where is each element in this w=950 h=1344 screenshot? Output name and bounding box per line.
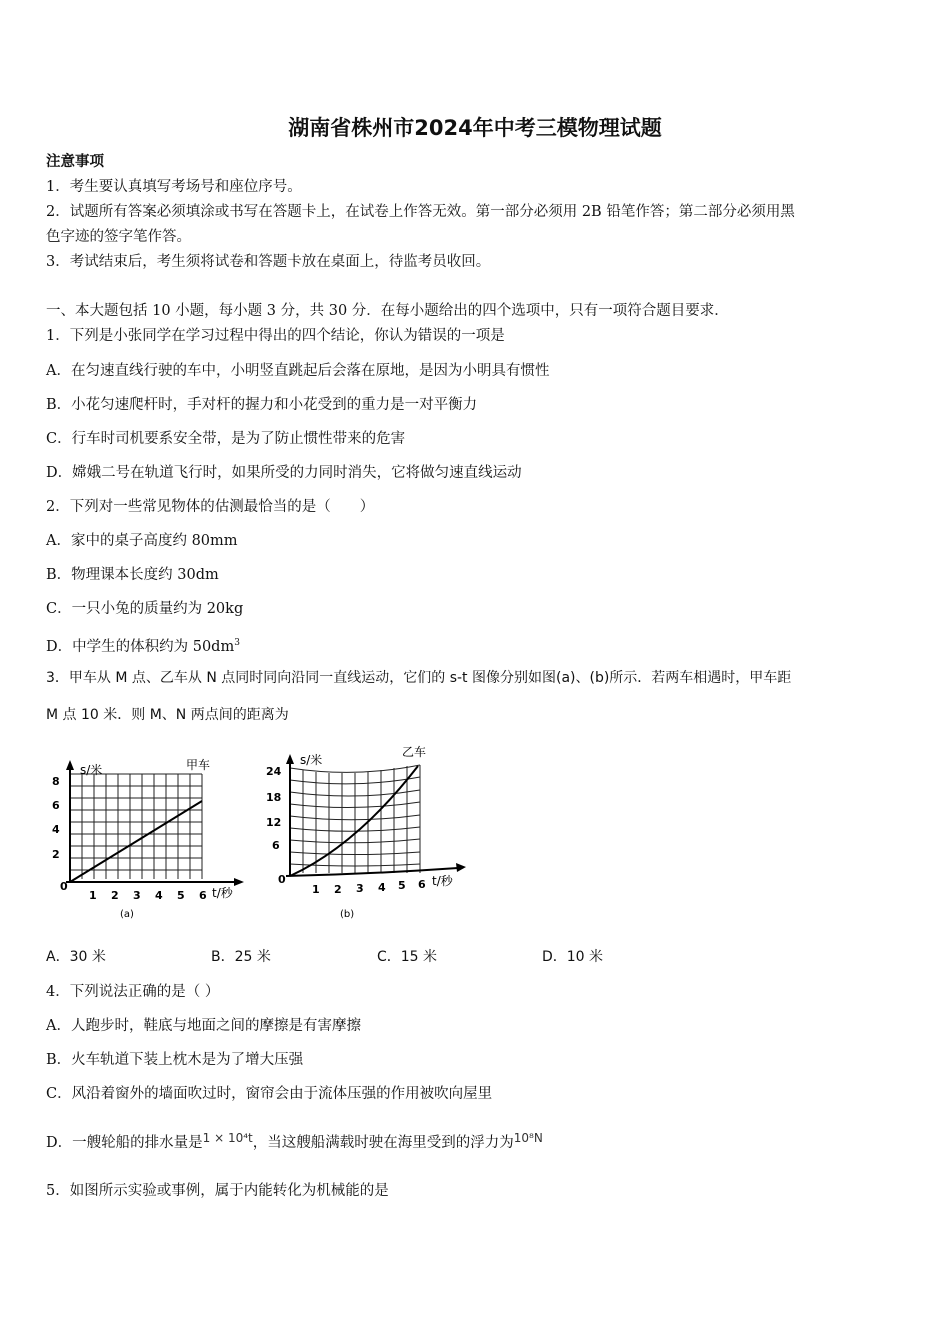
graph-b-y-arrow (286, 754, 294, 764)
q1-option-c: C．行车时司机要系安全带，是为了防止惯性带来的危害 (46, 431, 406, 447)
graph-a-ytick-2: 2 (52, 848, 60, 861)
graph-b-ytick-12: 12 (266, 816, 282, 829)
q3-option-b: B．25 米 (211, 949, 271, 965)
graph-a-caption: (a) (120, 909, 134, 920)
graph-b (262, 740, 482, 930)
q4-option-d: D．一艘轮船的排水量是$^{1 \times 10^4t}$，当这艘船满载时驶在海里受到的浮力为$^{10^8N}$ (46, 1131, 543, 1151)
graph-a-ylabel: s/米 (80, 763, 103, 777)
graph-a-xtick-1: 1 (89, 889, 97, 902)
notice-item-2-cont: 色字迹的签字笔作答。 (46, 229, 191, 245)
q2-option-d: D．中学生的体积约为 $50dm^3$ (46, 638, 240, 655)
q3-stem-line1: 3．甲车从 M 点、乙车从 N 点同时同向沿同一直线运动，它们的 s-t 图像分别如图(a)、(b)所示．若两车相遇时，甲车距 (46, 670, 792, 686)
graph-a-grid (70, 774, 202, 879)
graph-b-xtick-6: 6 (418, 878, 426, 891)
q1-option-d: D．嫦娥二号在轨道飞行时，如果所受的力同时消失，它将做匀速直线运动 (46, 465, 522, 481)
graph-a-origin: 0 (60, 880, 68, 893)
graph-b-xlabel: t/秒 (432, 874, 453, 888)
graph-b-xtick-3: 3 (356, 882, 364, 895)
q2-stem: 2．下列对一些常见物体的估测最恰当的是（ ） (46, 499, 375, 515)
graph-a-car: 甲车 (186, 758, 211, 772)
q1-option-b: B．小花匀速爬杆时，手对杆的握力和小花受到的重力是一对平衡力 (46, 397, 478, 413)
graph-b-ylabel: s/米 (300, 753, 323, 767)
q3-option-d: D．10 米 (542, 949, 604, 965)
q4-buoyancy-value: 10⁸N (513, 1131, 543, 1145)
q2-option-b: B．物理课本长度约 30dm (46, 567, 219, 583)
graph-b-xtick-5: 5 (398, 879, 406, 892)
q4-displacement-value: 1 × 10⁴t (202, 1131, 253, 1145)
graph-b-xtick-2: 2 (334, 883, 342, 896)
graph-a-xtick-5: 5 (177, 889, 185, 902)
q2-option-c: C．一只小兔的质量约为 20kg (46, 601, 244, 617)
graph-b-car: 乙车 (402, 745, 427, 759)
graph-a-xtick-6: 6 (199, 889, 207, 902)
page-title: 湖南省株州市2024年中考三模物理试题 (288, 116, 662, 140)
graph-a-xtick-2: 2 (111, 889, 119, 902)
notice-item-3: 3．考试结束后，考生须将试卷和答题卡放在桌面上，待监考员收回。 (46, 254, 491, 270)
q4-option-a: A．人跑步时，鞋底与地面之间的摩擦是有害摩擦 (46, 1018, 361, 1034)
q4-stem: 4．下列说法正确的是（ ） (46, 984, 220, 1000)
q2-option-a: A．家中的桌子高度约 80mm (46, 533, 238, 549)
q4-option-c: C．风沿着窗外的墙面吹过时，窗帘会由于流体压强的作用被吹向屋里 (46, 1086, 493, 1102)
graph-b-xtick-1: 1 (312, 883, 320, 896)
q4-option-b: B．火车轨道下装上枕木是为了增大压强 (46, 1052, 304, 1068)
q3-stem-line2: M 点 10 米．则 M、N 两点间的距离为 (46, 707, 289, 723)
graph-b-xtick-4: 4 (378, 881, 386, 894)
graph-b-caption: (b) (340, 909, 355, 920)
graph-a (40, 752, 260, 927)
graph-b-ytick-18: 18 (266, 791, 282, 804)
graph-a-ytick-4: 4 (52, 823, 60, 836)
graph-b-grid (290, 765, 420, 873)
graph-b-ytick-6: 6 (272, 839, 280, 852)
graph-a-x-arrow (234, 878, 244, 886)
q5-stem: 5．如图所示实验或事例，属于内能转化为机械能的是 (46, 1183, 389, 1199)
notice-item-1: 1．考生要认真填写考场号和座位序号。 (46, 179, 302, 195)
graph-a-xtick-4: 4 (155, 889, 163, 902)
graph-a-ytick-6: 6 (52, 799, 60, 812)
q1-stem: 1．下列是小张同学在学习过程中得出的四个结论，你认为错误的一项是 (46, 328, 505, 344)
q3-option-c: C．15 米 (377, 949, 438, 965)
graph-a-xtick-3: 3 (133, 889, 141, 902)
graph-b-ytick-24: 24 (266, 765, 282, 778)
notice-heading: 注意事项 (46, 153, 104, 170)
graph-b-origin: 0 (278, 873, 286, 886)
graph-a-xlabel: t/秒 (212, 886, 233, 900)
graph-a-ytick-8: 8 (52, 775, 60, 788)
q1-option-a: A．在匀速直线行驶的车中，小明竖直跳起后会落在原地，是因为小明具有惯性 (46, 363, 550, 379)
graph-a-y-arrow (66, 760, 74, 770)
notice-item-2: 2．试题所有答案必须填涂或书写在答题卡上，在试卷上作答无效。第一部分必须用 2B 铅笔作答；第二部分必须用黑 (46, 204, 795, 220)
section-heading: 一、本大题包括 10 小题，每小题 3 分，共 30 分．在每小题给出的四个选项中，只有一项符合题目要求． (46, 303, 729, 319)
graph-b-x-arrow (456, 863, 466, 872)
q3-option-a: A．30 米 (46, 949, 106, 965)
